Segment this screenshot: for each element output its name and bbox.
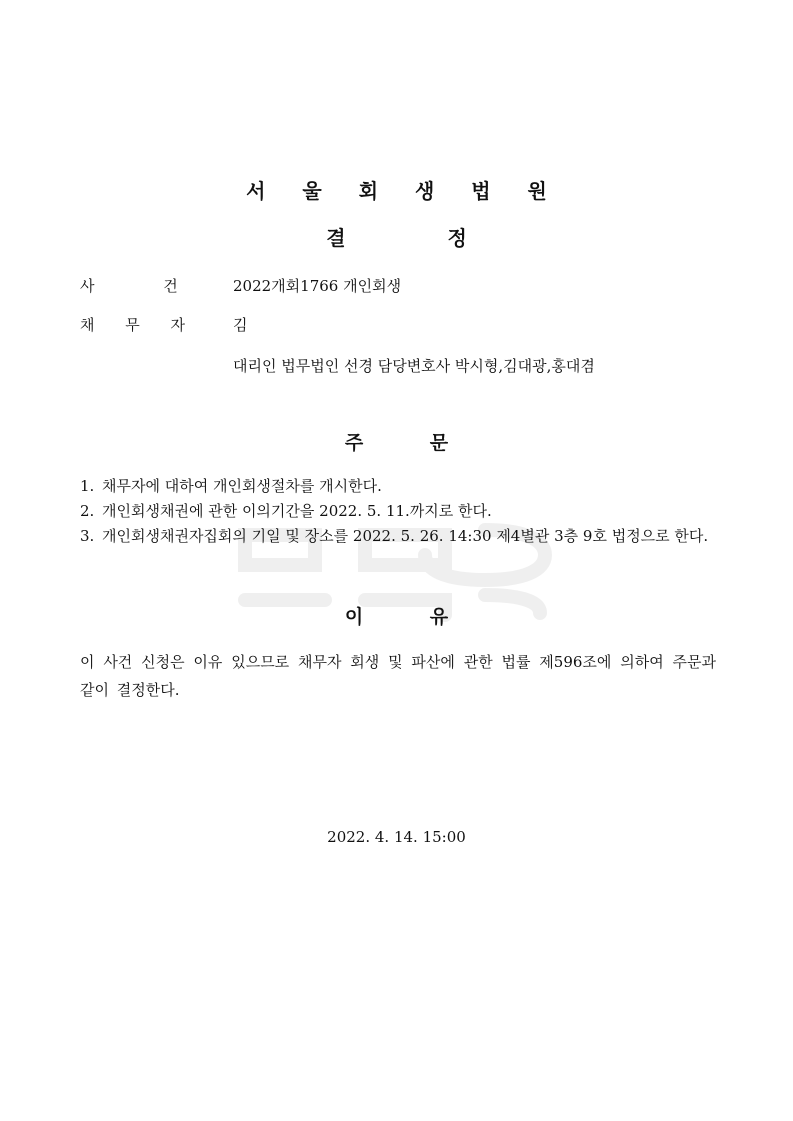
order-list [80,474,720,549]
order-item-3 [80,524,720,549]
order-section-title: 주 문 [344,432,449,454]
order-item-number: 3. [80,527,95,545]
order-item-2 [80,499,720,524]
order-item-text: 개인회생채권자집회의 기일 및 장소를 2022. 5. 26. 14:30 제4별관 3층 9호 법정으로 한다. [102,527,709,545]
reason-text: 이 사건 신청은 이유 있으므로 채무자 회생 및 파산에 관한 법률 제596조에 의하여 주문과 같이 결정한다. [80,653,716,699]
order-item-number: 2. [80,502,95,520]
order-item-number: 1. [80,477,95,495]
case-number: 2022개회1766 개인회생 [233,277,402,295]
decision-date: 2022. 4. 14. 15:00 [327,828,466,846]
order-item-1 [80,474,720,499]
debtor-label: 채 무 자 [80,316,186,334]
case-label: 사 건 [80,277,178,295]
document-type-title: 결 정 [326,226,467,250]
order-item-text: 채무자에 대하여 개인회생절차를 개시한다. [102,477,382,495]
debtor-name: 김 [233,316,248,334]
court-title: 서 울 회 생 법 원 [246,179,547,203]
agent-info: 대리인 법무법인 선경 담당변호사 박시형,김대광,홍대겸 [233,357,595,375]
order-item-text: 개인회생채권에 관한 이의기간을 2022. 5. 11.까지로 한다. [102,502,492,520]
reason-section-title: 이 유 [344,606,449,628]
